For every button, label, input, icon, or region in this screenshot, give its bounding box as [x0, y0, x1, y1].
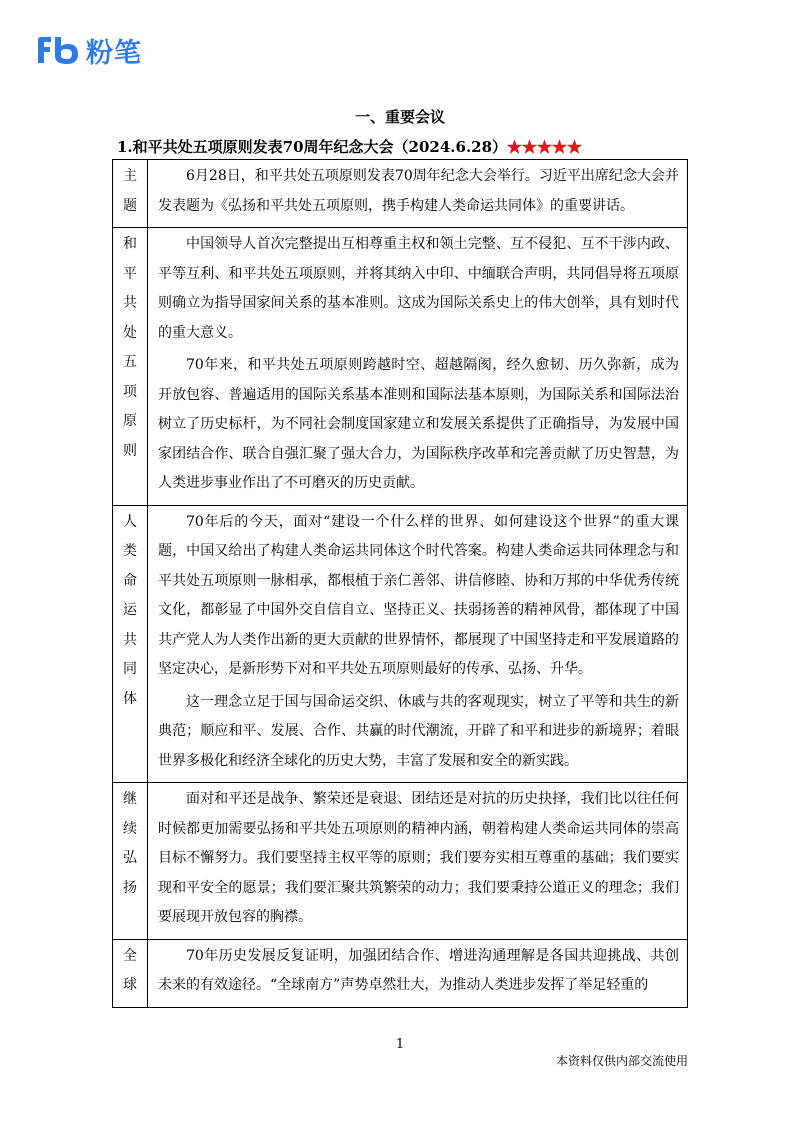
sub-title-text: 1.和平共处五项原则发表70周年纪念大会（2024.6.28） — [117, 138, 508, 156]
label-char: 弘 — [123, 850, 137, 866]
paragraph: 70年来，和平共处五项原则跨越时空、超越隔阂，经久愈韧、历久弥新，成为开放包容、普遍适用的国际关系基本准则和国际法基本原则，为国际关系和国际法治树立了历史标杆，为不同社会制度国家建立和发展关系提供了正确指导，为发展中国家团结合作、联合自强汇聚了强大合力，为国际秩序改革和完善贡献了历史智慧，为人类进步事业作出了不可磨灭的历史贡献。 — [158, 357, 679, 491]
row-label — [113, 783, 148, 940]
label-char: 原 — [123, 413, 137, 429]
paragraph: 70年历史发展反复证明，加强团结合作、增进沟通理解是各国共迎挑战、共创未来的有效途径。“全球南方”声势卓然壮大，为推动人类进步发挥了举足轻重的 — [158, 947, 679, 993]
label-char: 体 — [123, 690, 137, 707]
row-content — [148, 228, 688, 506]
label-char: 共 — [123, 631, 137, 648]
row-label — [113, 505, 148, 783]
label-char: 命 — [123, 572, 137, 589]
paragraph: 70年后的今天，面对“建设一个什么样的世界、如何建设这个世界”的重大课题，中国又给出了构建人类命运共同体这个时代答案。构建人类命运共同体理念与和平共处五项原则一脉相承，都根植于亲仁善邻、讲信修睦、协和万邦的中华优秀传统文化，都彰显了中国外交自信自立、坚持正义、扶弱扬善的精神风骨，都体现了中国共产党人为人类作出新的更大贡献的世界情怀，都展现了中国坚持走和平发展道路的坚定决心，是新形势下对和平共处五项原则最好的传承、弘扬、升华。 — [158, 513, 679, 677]
table-row — [113, 160, 688, 228]
paragraph: 这一理念立足于国与国命运交织、休戚与共的客观现实，树立了平等和共生的新典范；顺应和平、发展、合作、共赢的时代潮流，开辟了和平和进步的新境界；着眼世界多极化和经济全球化的历史大势，丰富了发展和安全的新实践。 — [158, 693, 679, 769]
paragraph: 6月28日，和平共处五项原则发表70周年纪念大会举行。习近平出席纪念大会并发表题为《弘扬和平共处五项原则，携手构建人类命运共同体》的重要讲话。 — [158, 168, 679, 214]
label-char: 续 — [123, 820, 137, 837]
row-label — [113, 228, 148, 506]
label-char: 五 — [123, 354, 137, 370]
section-title: 一、重要会议 — [354, 108, 445, 126]
label-char: 人 — [123, 513, 137, 530]
label-char: 运 — [123, 602, 137, 618]
label-char: 平 — [123, 265, 137, 282]
footer-note: 本资料仅供内部交流使用 — [555, 1054, 688, 1068]
label-char: 同 — [123, 661, 137, 677]
importance-stars: ★★★★★ — [507, 138, 583, 156]
content-table — [112, 159, 688, 1008]
label-char: 则 — [123, 442, 137, 459]
label-char: 共 — [123, 295, 137, 311]
logo-text: 粉笔 — [86, 37, 142, 69]
row-content — [148, 160, 688, 228]
sub-title — [117, 136, 582, 157]
row-label — [113, 160, 148, 228]
table-row — [113, 783, 688, 940]
label-char: 主 — [123, 168, 137, 184]
label-char: 类 — [123, 543, 137, 559]
table-row — [113, 505, 688, 783]
paragraph: 面对和平还是战争、繁荣还是衰退、团结还是对抗的历史抉择，我们比以往任何时候都更加需要弘扬和平共处五项原则的精神内涵，朝着构建人类命运共同体的崇高目标不懈努力。我们要坚持主权平等的原则；我们要夯实相互尊重的基础；我们要实现和平安全的愿景；我们要汇聚共筑繁荣的动力；我们要秉持公道正义的理念；我们要展现开放包容的胸襟。 — [158, 791, 679, 925]
label-char: 全 — [123, 947, 137, 964]
row-content — [148, 505, 688, 783]
label-char: 处 — [123, 324, 137, 341]
page-number: 1 — [395, 1037, 405, 1052]
row-label — [113, 939, 148, 1007]
paragraph: 中国领导人首次完整提出互相尊重主权和领土完整、互不侵犯、互不干涉内政、平等互利、和平共处五项原则，并将其纳入中印、中缅联合声明，共同倡导将五项原则确立为指导国家间关系的基本准则。这成为国际关系史上的伟大创举，具有划时代的重大意义。 — [158, 236, 679, 341]
label-char: 球 — [123, 977, 137, 993]
label-char: 项 — [123, 383, 137, 400]
row-content — [148, 939, 688, 1007]
row-content — [148, 783, 688, 940]
label-char: 扬 — [123, 879, 137, 896]
fenbi-logo — [36, 32, 142, 68]
table-row — [113, 228, 688, 506]
label-char: 继 — [123, 791, 137, 807]
table-row — [113, 939, 688, 1007]
fb-logo-icon — [36, 35, 82, 65]
label-char: 题 — [123, 197, 137, 214]
label-char: 和 — [123, 236, 137, 252]
